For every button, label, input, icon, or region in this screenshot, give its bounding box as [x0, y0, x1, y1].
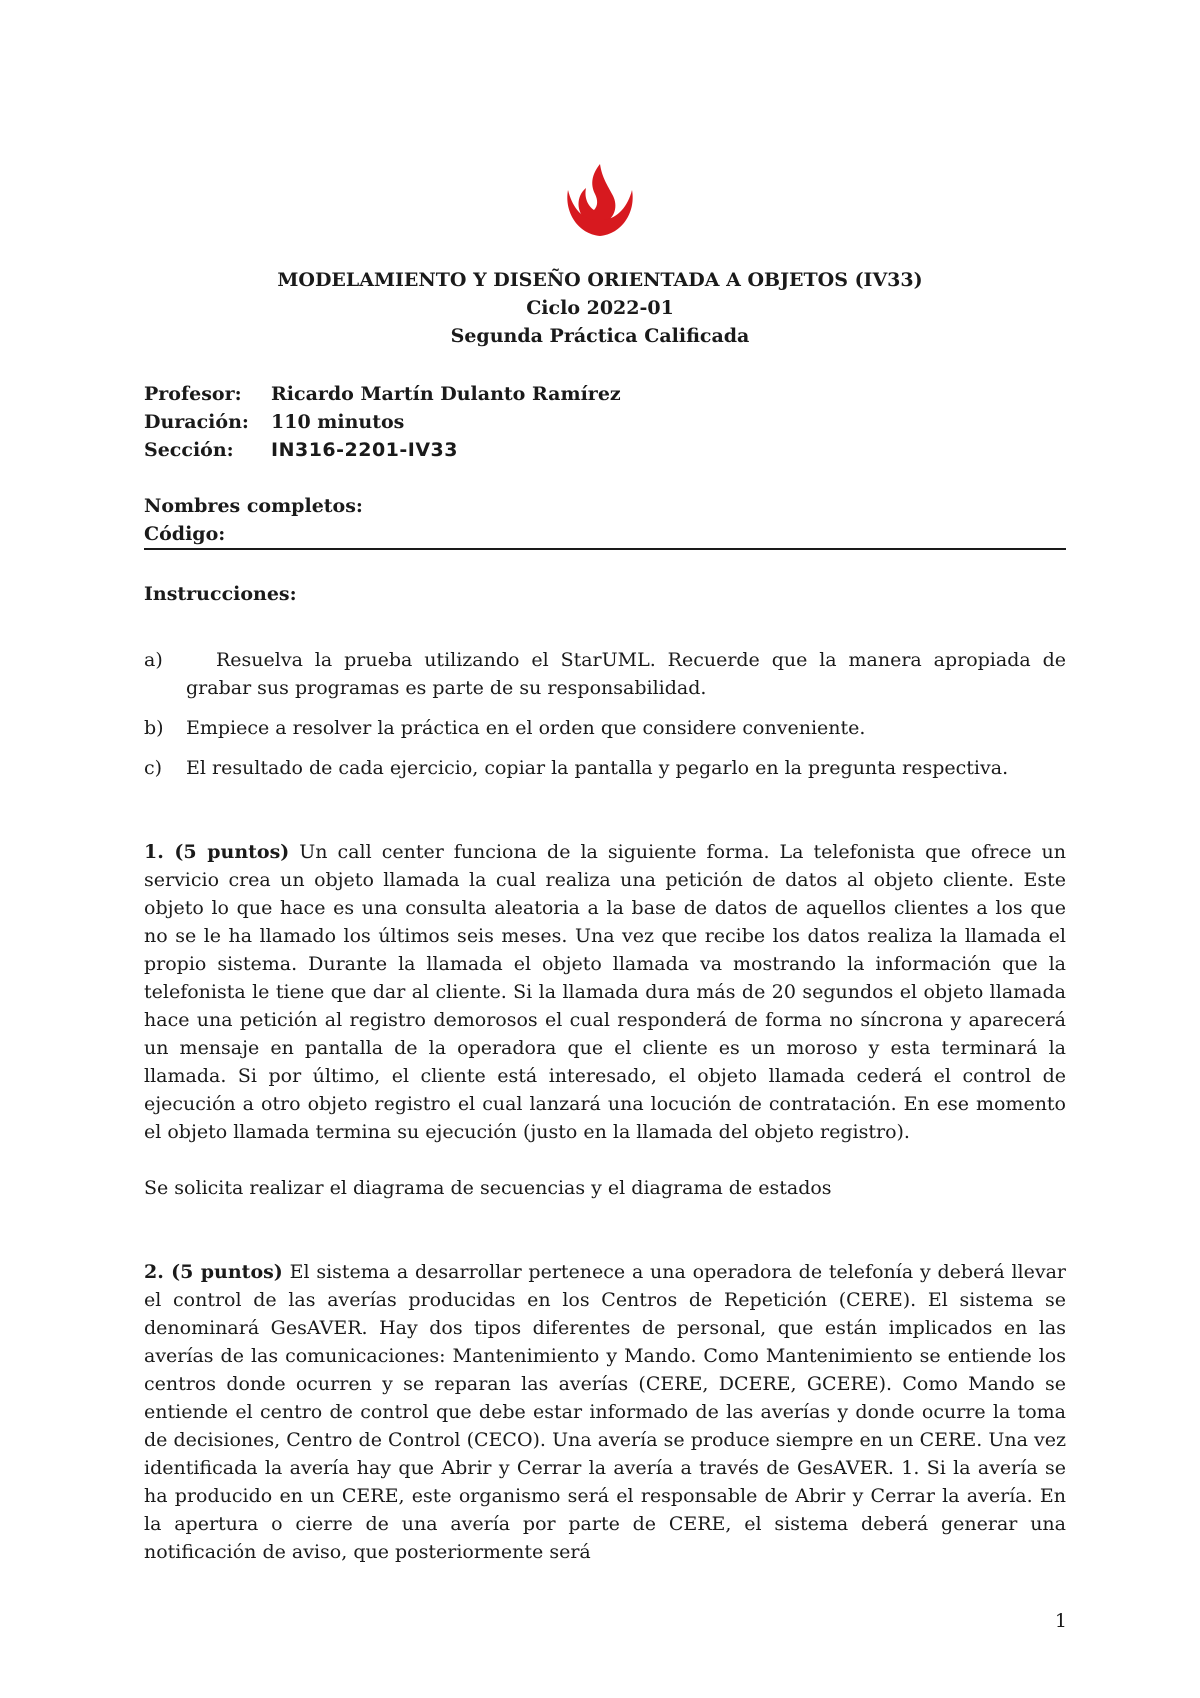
list-marker: b) [144, 717, 164, 739]
duration-value: 110 minutos [271, 411, 405, 433]
names-label: Nombres completos: [144, 495, 363, 517]
question-1-request: Se solicita realizar el diagrama de secuencias y el diagrama de estados [144, 1177, 832, 1199]
exam-meta [144, 380, 1064, 548]
list-item [144, 646, 1066, 702]
course-title: MODELAMIENTO Y DISEÑO ORIENTADA A OBJETOS (IV33) [277, 269, 923, 291]
page-number: 1 [1054, 1610, 1067, 1632]
duration-label: Duración: [144, 411, 249, 433]
exam-title: Segunda Práctica Calificada [450, 325, 750, 347]
professor-row [144, 380, 1064, 408]
university-logo-icon [562, 160, 638, 240]
professor-value: Ricardo Martín Dulanto Ramírez [271, 383, 621, 405]
section-label: Sección: [144, 439, 234, 461]
section-row [144, 436, 1064, 464]
list-item [144, 754, 1066, 782]
question-1-text: Un call center funciona de la siguiente forma. La telefonista que ofrece un servicio crea un objeto llamada la cual realiza una petición de datos al objeto cliente. Este objeto lo que hace es una consulta aleatoria a la base de datos de aquellos clientes a los que no se le ha llamado los últimos seis meses. Una vez que recibe los datos realiza la llamada el propio sistema. Durante la llamada el objeto llamada va mostrando la información que la telefonista le tiene que dar al cliente. Si la llamada dura más de 20 segundos el objeto llamada hace una petición al registro demorosos el cual responderá de forma no síncrona y aparecerá un mensaje en pantalla de la operadora que el cliente es un moroso y esta terminará la llamada. Si por último, el cliente está interesado, el objeto llamada cederá el control de ejecución a otro objeto registro el cual lanzará una locución de contratación. En ese momento el objeto llamada termina su ejecución (justo en la llamada del objeto registro). [144, 841, 1066, 1143]
question-2 [144, 1258, 1066, 1566]
question-2-lead: 2. (5 puntos) [144, 1261, 283, 1283]
question-2-text: El sistema a desarrollar pertenece a una operadora de telefonía y deberá llevar el control de las averías producidas en los Centros de Repetición (CERE). El sistema se denominará GesAVER. Hay dos tipos diferentes de personal, que están implicados en las averías de las comunicaciones: Mantenimiento y Mando. Como Mantenimiento se entiende los centros donde ocurren y se reparan las averías (CERE, DCERE, GCERE). Como Mando se entiende el centro de control que debe estar informado de las averías y donde ocurre la toma de decisiones, Centro de Control (CECO). Una avería se produce siempre en un CERE. Una vez identificada la avería hay que Abrir y Cerrar la avería a través de GesAVER. 1. Si la avería se ha producido en un CERE, este organismo será el responsable de Abrir y Cerrar la avería. En la apertura o cierre de una avería por parte de CERE, el sistema deberá generar una notificación de aviso, que posteriormente será [144, 1261, 1066, 1563]
list-item [144, 714, 1066, 742]
code-label: Código: [144, 523, 226, 545]
list-marker: c) [144, 757, 163, 779]
question-1 [144, 838, 1066, 1146]
list-item-text: El resultado de cada ejercicio, copiar la pantalla y pegarlo en la pregunta respectiva. [186, 757, 1009, 779]
professor-label: Profesor: [144, 383, 242, 405]
list-item-text: Empiece a resolver la práctica en el orden que considere conveniente. [186, 717, 866, 739]
section-value: IN316-2201-IV33 [271, 439, 458, 461]
question-1-lead: 1. (5 puntos) [144, 841, 290, 863]
names-row [144, 492, 1064, 520]
divider-line [144, 548, 1066, 550]
code-row [144, 520, 1064, 548]
list-item-text: Resuelva la prueba utilizando el StarUML. Recuerde que la manera apropiada de grabar sus programas es parte de su responsabilidad. [186, 649, 1066, 699]
duration-row [144, 408, 1064, 436]
instructions-title: Instrucciones: [144, 583, 297, 605]
list-marker: a) [144, 649, 163, 671]
cycle-label: Ciclo 2022-01 [526, 297, 674, 319]
